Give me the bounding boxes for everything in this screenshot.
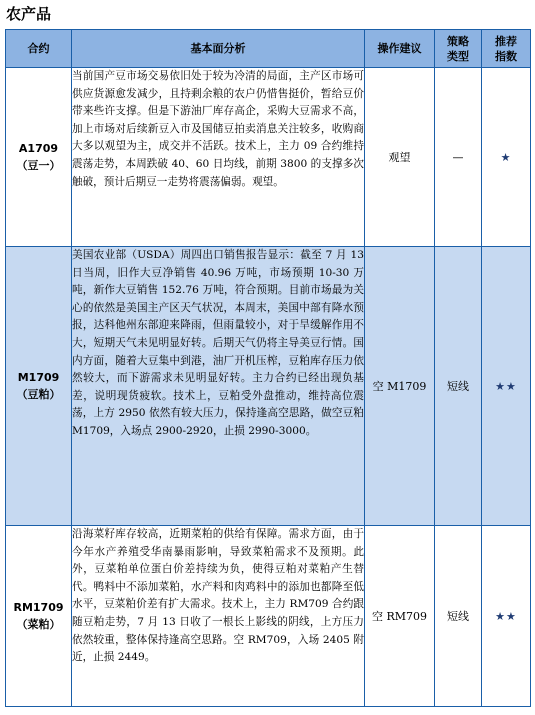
contract-cell — [6, 526, 72, 707]
analysis-cell: 沿海菜籽库存较高，近期菜粕的供给有保障。需求方面，由于今年水产养殖受华南暴雨影响，导致菜粕需求不及预期。此外，豆菜粕单位蛋白价差持续为负，使得豆粕对菜粕产生替代。鸭料中不添加菜粕，水产料和肉鸡料中的添加也都降至低水平，豆菜粕价差有扩大需求。技术上，主力 RM709 合约跟随豆粕走势，7 月 13 日收了一根长上影线的阴线，上方压力依然较重，整体保持逢高空思路。空 RM709，入场 2405 附近，止损 2449。 — [72, 526, 365, 707]
contract-cell — [6, 247, 72, 526]
strategy-cell: 短线 — [435, 247, 482, 526]
rating-stars: ★ — [482, 68, 531, 247]
strategy-cell: — — [435, 68, 482, 247]
header-rating — [482, 30, 531, 68]
strategy-cell: 短线 — [435, 526, 482, 707]
rating-stars: ★★ — [482, 247, 531, 526]
header-rating-line2: 指数 — [495, 49, 517, 63]
rating-stars: ★★ — [482, 526, 531, 707]
header-advice: 操作建议 — [365, 30, 435, 68]
contract-name: （菜粕） — [16, 618, 61, 631]
contract-code: M1709 — [17, 371, 60, 384]
advice-cell: 观望 — [365, 68, 435, 247]
header-strategy — [435, 30, 482, 68]
analysis-cell: 美国农业部（USDA）周四出口销售报告显示：截至 7 月 13 日当周，旧作大豆净销售 40.96 万吨，市场预期 10-30 万吨，新作大豆销售 152.76 万吨，符合预期。目前市场最为关心的依然是美国主产区天气状况，本周末，美国中部有降水预报，达科他州东部迎来降雨，但雨量较小，对于旱缓解作用不大，短期天气未见明显好转。后期天气仍将主导美豆行情。国内方面，随着大豆集中到港，油厂开机压榨，豆粕库存压力依然较大，而下游需求未见明显好转。主力合约已经出现负基差，说明现货疲软。技术上，豆粕受外盘推动，维持高位震荡，上方 2950 依然有较大压力，保持逢高空思路，做空豆粕 M1709，入场点 2900-2920，止损 2990-3000。 — [72, 247, 365, 526]
advice-cell: 空 M1709 — [365, 247, 435, 526]
analysis-cell: 当前国产豆市场交易依旧处于较为冷清的局面，主产区市场可供应货源愈发减少，且持剩余粮的农户仍惜售挺价，暂给豆价带来些许支撑。但是下游油厂库存高企，采购大豆需求不高，加上市场对后续新豆入市及国储豆拍卖消息关注较多，收购商大多以观望为主，成交并不活跃。技术上，主力 09 合约维持震荡走势，本周跌破 40、60 日均线，前期 3800 的支撑多次触破，预计后期豆一走势将震荡偏弱。观望。 — [72, 68, 365, 247]
table-header-row — [6, 30, 531, 68]
advice-cell: 空 RM709 — [365, 526, 435, 707]
header-strategy-line1: 策略 — [447, 34, 469, 48]
table-row — [6, 247, 531, 526]
contract-name: （豆一） — [16, 159, 61, 172]
contract-name: （豆粕） — [16, 388, 61, 401]
contract-code: A1709 — [18, 142, 59, 155]
header-contract: 合约 — [6, 30, 72, 68]
recommendation-table — [5, 29, 531, 707]
table-row — [6, 68, 531, 247]
section-title: 农产品 — [6, 5, 52, 23]
contract-code: RM1709 — [13, 601, 64, 614]
table-row — [6, 526, 531, 707]
contract-cell — [6, 68, 72, 247]
header-strategy-line2: 类型 — [447, 49, 469, 63]
header-analysis: 基本面分析 — [72, 30, 365, 68]
header-rating-line1: 推荐 — [495, 34, 517, 48]
